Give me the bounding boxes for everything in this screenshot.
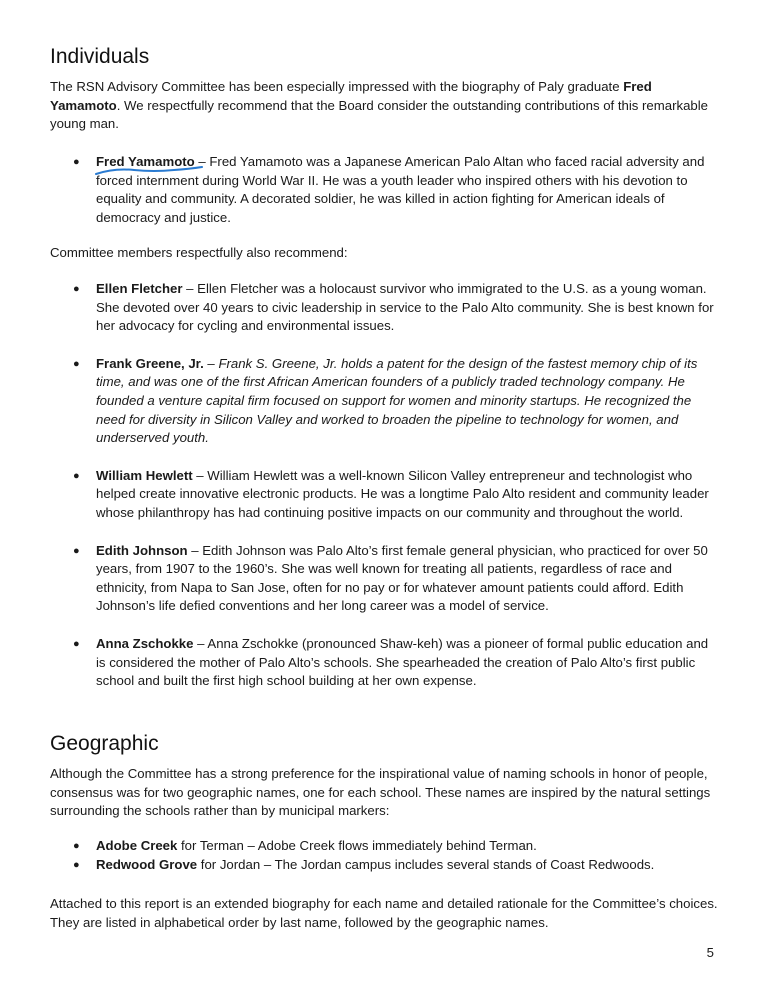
nominee-description: Edith Johnson was Palo Alto’s first female general physician, who practiced for over 50 years, from 1907 to the 1960’s. She was well known for treating all patients, regardless of race and ethnicity, from Napa to San Jose, often for no pay or for whatever amount patients could afford. Edith Johnson’s life defied conventions and her long career was a model of service. [96,542,708,614]
section-heading-geographic: Geographic [50,732,159,755]
list-item-ellen-fletcher: ● Ellen Fletcher – Ellen Fletcher was a holocaust survivor who immigrated to the U.S. as a young woman. She devoted over 40 years to civic leadership in service to the Palo Alto community. She is best known for her advocacy for cycling and environmental issues. [73,281,714,334]
nominee-list [50,280,720,691]
geographic-name: Adobe Creek [96,838,178,853]
nominee-description: Fred Yamamoto was a Japanese American Palo Altan who faced racial adversity and forced internment during World War II. He was a youth leader who inspired others with his devotion to equality and community. A decorated soldier, he was killed in action fighting for American ideals of democracy and justice. [96,154,705,225]
closing-paragraph: Attached to this report is an extended biography for each name and detailed rationale for the Committee’s choices. They are listed in alphabetical order by last name, followed by the geographic names. [50,896,718,930]
intro-bold-name: Fred Yamamoto [50,79,652,113]
geographic-intro: Although the Committee has a strong preference for the inspirational value of naming schools in honor of people, consensus was for two geographic names, one for each school. These names are inspired by the natural settings surrounding the schools rather than by municipal markers: [50,766,711,819]
nominee-name: Frank Greene, Jr. [96,355,204,371]
featured-list [50,153,720,227]
list-item-william-hewlett: ● William Hewlett – William Hewlett was a well-known Silicon Valley entrepreneur and technologist who helped create innovative electronic products. He was a longtime Palo Alto resident and community leader whose philanthropy has had continuing positive impacts on our community and throughout the world. [73,467,709,520]
geographic-name: Redwood Grove [96,856,198,872]
bullet-icon: ● [73,637,80,650]
geographic-list [50,837,720,874]
list-item-redwood-grove: ● Redwood Grove for Jordan – The Jordan campus includes several stands of Coast Redwoods. [50,856,720,875]
nominee-name: William Hewlett [96,467,193,483]
pen-underline-annotation-icon [94,166,204,176]
list-item-edith-johnson: ● Edith Johnson – Edith Johnson was Palo Alto’s first female general physician, who practiced for over 50 years, from 1907 to the 1960’s. She was well known for treating all patients, regardless of race and ethnicity, from Napa to San Jose, often for no pay or for whatever amount patients could afford. Edith Johnson’s life defied conventions and her long career was a model of service. [73,542,708,614]
nominee-name: Edith Johnson [96,542,188,558]
bullet-icon: ● [73,840,80,852]
list-item-frank-greene: ● Frank Greene, Jr. – Frank S. Greene, Jr. holds a patent for the design of the fastest memory chip of its time, and was one of the first African American founders of a publicly traded technology company. He founded a venture capital firm focused on support for women and minority startups. He recognized the need for diversity in Silicon Valley and worked to broaden the pipeline to technology for women, and underserved youth. [73,355,698,446]
bullet-icon: ● [73,544,80,557]
bullet-icon: ● [73,283,80,295]
bullet-icon: ● [73,156,80,168]
page-number: 5 [706,945,714,960]
list-item-anna-zschokke: ● Anna Zschokke – Anna Zschokke (pronounced Shaw-keh) was a pioneer of formal public education and is considered the mother of Palo Alto’s schools. She spearheaded the creation of Palo Alto’s first public school and built the first high school building at her own expense. [73,635,709,689]
bullet-icon: ● [73,858,80,871]
list-item-adobe-creek: ● Adobe Creek for Terman – Adobe Creek flows immediately behind Terman. [50,837,720,856]
bullet-icon: ● [73,357,80,370]
nominee-description: Anna Zschokke (pronounced Shaw-keh) was a pioneer of formal public education and is considered the mother of Palo Alto’s schools. She spearheaded the creation of Palo Alto’s first public school and built the first high school building at her own expense. [96,635,709,689]
list-item-fred-yamamoto: ● Fred Yamamoto – Fred Yamamoto was a Japanese American Palo Altan who faced racial adversity and forced internment during World War II. He was a youth leader who inspired others with his devotion to equality and community. A decorated soldier, he was killed in action fighting for American ideals of democracy and justice. [73,154,705,225]
nominee-description: Frank S. Greene, Jr. holds a patent for the design of the fastest memory chip of its time, and was one of the first African American founders of a publicly traded technology company. He founded a venture capital firm focused on support for women and minority startups. He recognized the need for diversity in Silicon Valley and worked to broaden the pipeline to technology for women, and underserved youth. [96,355,698,446]
individuals-intro: The RSN Advisory Committee has been especially impressed with the biography of Paly graduate Fred Yamamoto. We respectfully recommend that the Board consider the outstanding contributions of this remarkable young man. [50,79,709,132]
nominee-name: Fred Yamamoto [96,154,195,169]
nominee-description: Ellen Fletcher was a holocaust survivor who immigrated to the U.S. as a young woman. She devoted over 40 years to civic leadership in service to the Palo Alto community. She is best known for her advocacy for cycling and environmental issues. [96,281,714,334]
bullet-icon: ● [73,469,80,482]
nominee-name: Anna Zschokke [96,635,194,651]
section-heading-individuals: Individuals [50,45,150,68]
also-recommend-text: Committee members respectfully also recommend: [50,245,348,260]
nominee-name: Ellen Fletcher [96,281,183,296]
nominee-description: William Hewlett was a well-known Silicon Valley entrepreneur and technologist who helped create innovative electronic products. He was a longtime Palo Alto resident and community leader whose philanthropy has had continuing positive impacts on our community and throughout the world. [96,467,709,520]
